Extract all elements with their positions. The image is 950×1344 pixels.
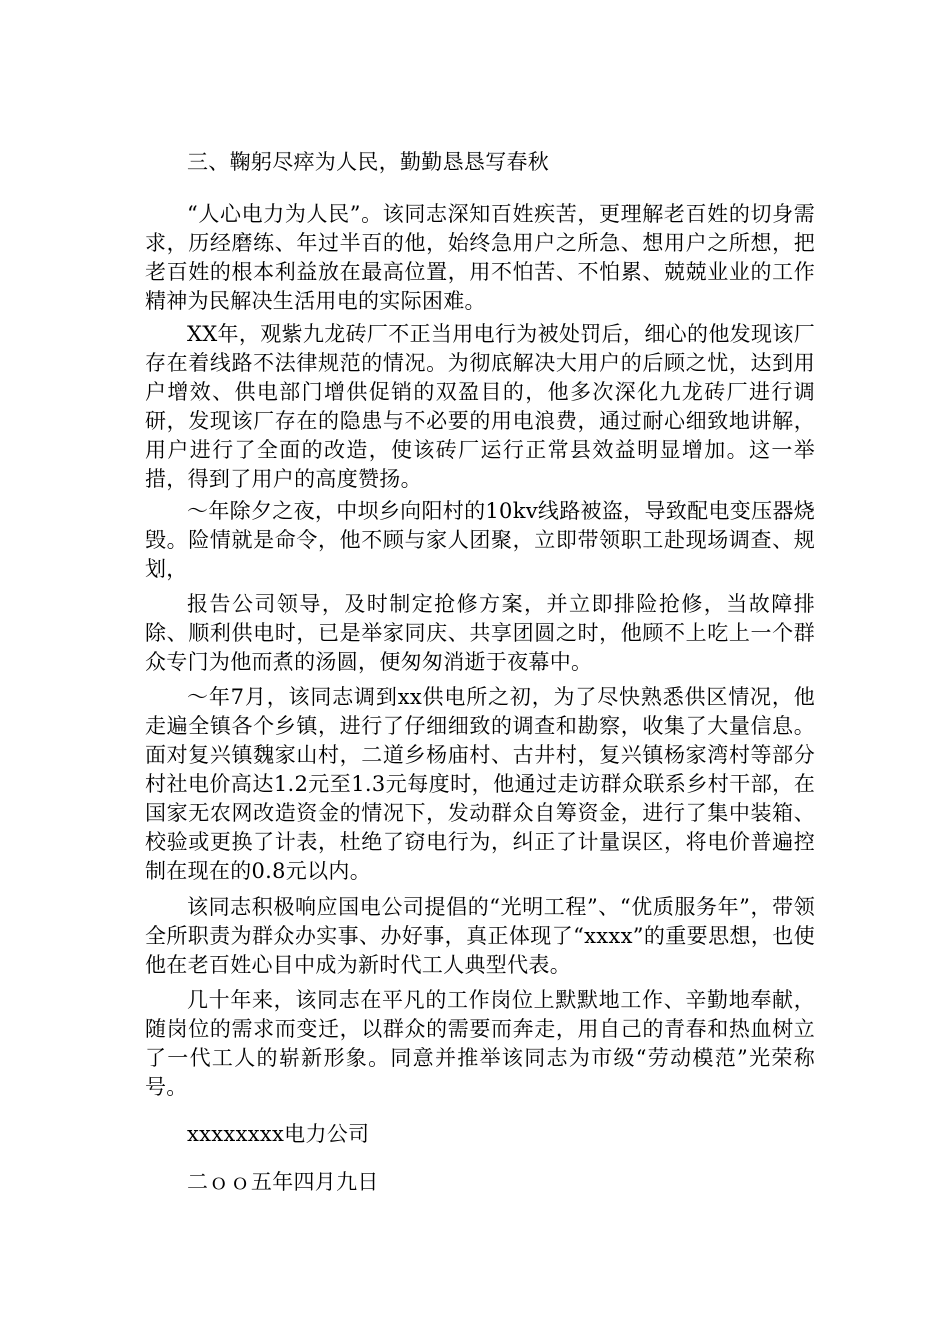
- paragraph-4: 报告公司领导，及时制定抢修方案，并立即排险抢修，当故障排除、顺利供电时，已是举家同庆、共享团圆之时，他顾不上吃上一个群众专门为他而煮的汤圆，便匆匆消逝于夜幕中。: [145, 592, 815, 674]
- paragraph-7: 几十年来，该同志在平凡的工作岗位上默默地工作、辛勤地奉献，随岗位的需求而变迁，以群众的需要而奔走，用自己的青春和热血树立了一代工人的崭新形象。同意并推举该同志为市级“劳动模范”光荣称号。: [145, 988, 815, 1099]
- paragraph-1: “人心电力为人民”。该同志深知百姓疾苦，更理解老百姓的切身需求，历经磨练、年过半百的他，始终急用户之所急、想用户之所想，把老百姓的根本利益放在最高位置，用不怕苦、不怕累、兢兢业业的工作精神为民解决生活用电的实际困难。: [145, 202, 815, 313]
- section-heading: 三、鞠躬尽瘁为人民，勤勤恳恳写春秋: [187, 150, 550, 174]
- paragraph-2: XX年，观紫九龙砖厂不正当用电行为被处罚后，细心的他发现该厂存在着线路不法律规范的情况。为彻底解决大用户的后顾之忧，达到用户增效、供电部门增供促销的双盈目的，他多次深化九龙砖厂进行调研，发现该厂存在的隐患与不必要的用电浪费，通过耐心细致地讲解，用户进行了全面的改造，使该砖厂运行正常县效益明显增加。这一举措，得到了用户的高度赞扬。: [145, 322, 815, 491]
- signature-date: 二ｏｏ五年四月九日: [187, 1170, 379, 1194]
- paragraph-6: 该同志积极响应国电公司提倡的“光明工程”、“优质服务年”，带领全所职责为群众办实事、办好事，真正体现了“xxxx”的重要思想，也使他在老百姓心目中成为新时代工人典型代表。: [145, 895, 815, 977]
- paragraph-3: ～年除夕之夜，中坝乡向阳村的10kv线路被盗，导致配电变压器烧毁。险情就是命令，他不顾与家人团聚，立即带领职工赴现场调查、规划，: [145, 499, 815, 581]
- paragraph-5: ～年7月，该同志调到xx供电所之初，为了尽快熟悉供区情况，他走遍全镇各个乡镇，进行了仔细细致的调查和勘察，收集了大量信息。面对复兴镇魏家山村，二道乡杨庙村、古井村，复兴镇杨家湾村等部分村社电价高达1.2元至1.3元每度时，他通过走访群众联系乡村干部，在国家无农网改造资金的情况下，发动群众自筹资金，进行了集中装箱、校验或更换了计表，杜绝了窃电行为，纠正了计量误区，将电价普遍控制在现在的0.8元以内。: [145, 685, 815, 883]
- signature-company: xxxxxxxx电力公司: [187, 1122, 370, 1146]
